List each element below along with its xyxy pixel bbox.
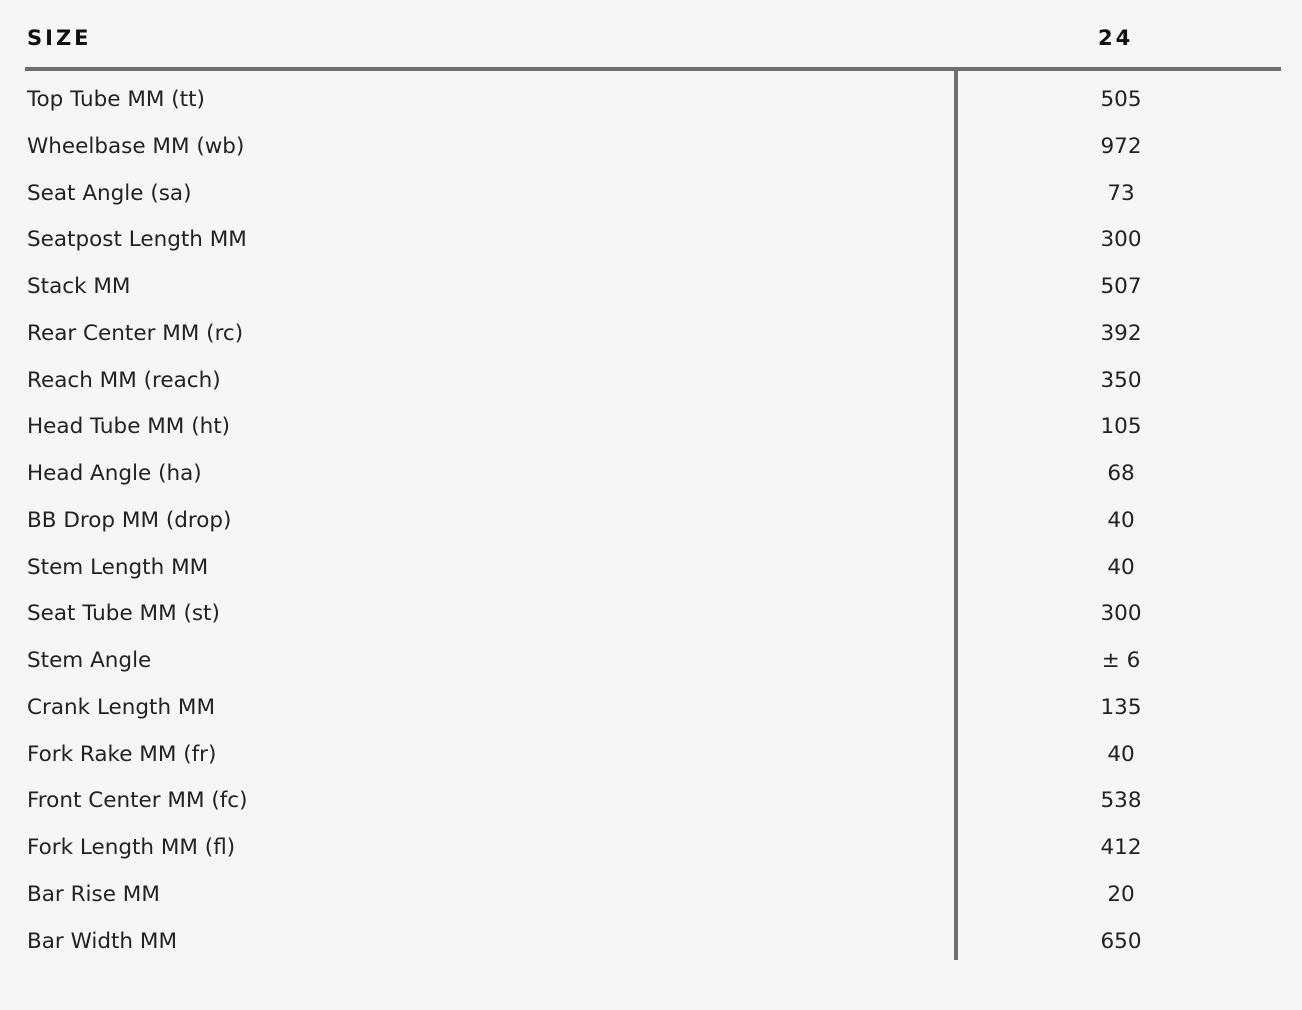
size-value-header: 24 <box>1098 26 1134 50</box>
row-value: 538 <box>1100 788 1142 814</box>
row-label: Rear Center MM (rc) <box>27 320 244 346</box>
row-label: Stack MM <box>27 274 131 299</box>
row-value: 972 <box>1100 133 1142 159</box>
table-row <box>0 732 1302 779</box>
row-label: Fork Rake MM (fr) <box>27 741 217 767</box>
header-divider <box>25 67 1281 71</box>
row-label: Seatpost Length MM <box>27 227 247 253</box>
table-row <box>0 498 1302 545</box>
table-row <box>0 217 1302 264</box>
row-label: Bar Rise MM <box>27 881 160 907</box>
row-label: Seat Tube MM (st) <box>27 601 220 627</box>
table-row <box>0 77 1302 124</box>
table-body <box>0 77 1302 965</box>
table-row <box>0 311 1302 358</box>
row-value: 392 <box>1100 320 1142 346</box>
table-row <box>0 358 1302 405</box>
table-row <box>0 919 1302 966</box>
table-row <box>0 264 1302 311</box>
row-label: Head Tube MM (ht) <box>27 414 231 440</box>
row-label: Reach MM (reach) <box>27 367 221 393</box>
row-label: Fork Length MM (fl) <box>27 835 236 860</box>
row-label: Front Center MM (fc) <box>27 788 248 814</box>
row-value: 73 <box>1107 180 1135 206</box>
table-row <box>0 171 1302 218</box>
row-value: 650 <box>1100 928 1142 954</box>
row-value: 40 <box>1107 554 1135 580</box>
table-row <box>0 545 1302 592</box>
row-value: 40 <box>1107 741 1135 767</box>
row-label: Head Angle (ha) <box>27 461 202 486</box>
row-label: Wheelbase MM (wb) <box>27 133 245 159</box>
table-row <box>0 825 1302 872</box>
row-value: 505 <box>1100 87 1142 112</box>
row-value: 507 <box>1100 274 1142 299</box>
table-row <box>0 124 1302 171</box>
row-label: Crank Length MM <box>27 694 216 720</box>
row-value: 350 <box>1100 367 1142 393</box>
row-label: Stem Angle <box>27 648 152 673</box>
table-row <box>0 872 1302 919</box>
row-value: 105 <box>1100 414 1142 440</box>
row-label: Top Tube MM (tt) <box>27 87 205 112</box>
table-row <box>0 685 1302 732</box>
table-header <box>26 22 1280 54</box>
table-row <box>0 451 1302 498</box>
table-row <box>0 404 1302 451</box>
row-value: 68 <box>1107 461 1135 486</box>
row-label: Stem Length MM <box>27 554 209 580</box>
table-row <box>0 778 1302 825</box>
row-value: ± 6 <box>1101 648 1141 673</box>
row-label: BB Drop MM (drop) <box>27 507 232 533</box>
row-value: 135 <box>1100 694 1142 720</box>
table-row <box>0 591 1302 638</box>
row-value: 300 <box>1100 601 1142 627</box>
size-column-header: SIZE <box>27 26 92 50</box>
row-value: 300 <box>1100 227 1142 253</box>
row-label: Bar Width MM <box>27 928 177 954</box>
row-value: 20 <box>1107 881 1135 907</box>
row-value: 40 <box>1107 507 1135 533</box>
table-row <box>0 638 1302 685</box>
row-value: 412 <box>1100 835 1142 860</box>
row-label: Seat Angle (sa) <box>27 180 192 206</box>
